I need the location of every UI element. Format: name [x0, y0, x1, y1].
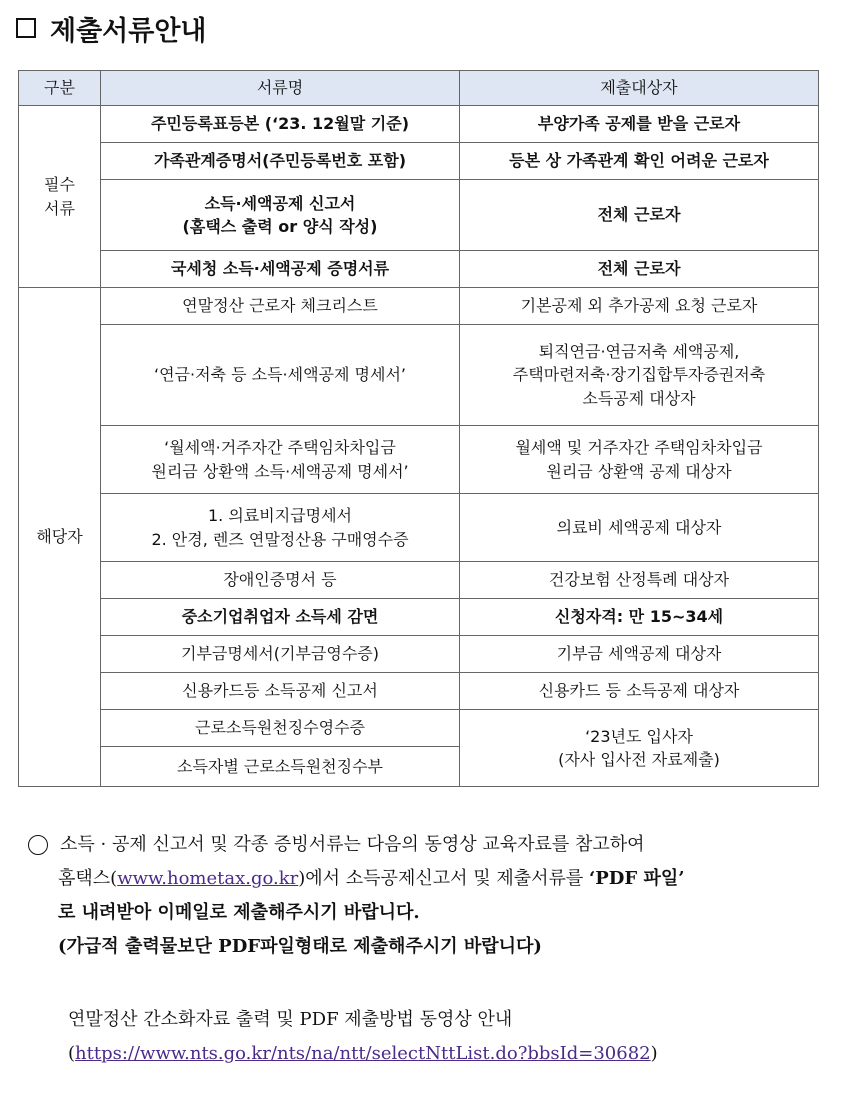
target-cell: 기본공제 외 추가공제 요청 근로자: [460, 288, 819, 325]
doc-cell: 신용카드등 소득공제 신고서: [101, 673, 460, 710]
notice-line-1: 소득 · 공제 신고서 및 각종 증빙서류는 다음의 동영상 교육자료를 참고하여: [60, 834, 645, 855]
doc-cell: 장애인증명서 등: [101, 562, 460, 599]
target-cell: 의료비 세액공제 대상자: [460, 494, 819, 562]
hometax-link[interactable]: www.hometax.go.kr: [117, 868, 299, 889]
table-row: [19, 673, 819, 710]
target-cell: 신용카드 등 소득공제 대상자: [460, 673, 819, 710]
table-row: [19, 636, 819, 673]
table-row: [19, 710, 819, 747]
table-row: [19, 288, 819, 325]
doc-cell: 소득자별 근로소득원천징수부: [101, 747, 460, 787]
table-row: [19, 426, 819, 494]
doc-cell: 기부금명세서(기부금영수증): [101, 636, 460, 673]
header-document: 서류명: [101, 71, 460, 106]
target-cell: 부양가족 공제를 받을 근로자: [460, 106, 819, 143]
notice-suffix: )에서 소득공제신고서 및 제출서류를: [298, 868, 589, 889]
table-row: [19, 562, 819, 599]
table-row: [19, 180, 819, 251]
target-cell: 전체 근로자: [460, 180, 819, 251]
header-category: 구분: [19, 71, 101, 106]
target-cell: 건강보험 산정특례 대상자: [460, 562, 819, 599]
notice-line-2: [28, 862, 818, 896]
table-row: [19, 106, 819, 143]
paren-open: (: [68, 1043, 76, 1064]
document-table: [18, 70, 819, 787]
doc-cell: 중소기업취업자 소득세 감면: [101, 599, 460, 636]
notice-line-3: 로 내려받아 이메일로 제출해주시기 바랍니다.: [58, 902, 420, 923]
target-cell: ‘23년도 입사자 (자사 입사전 자료제출): [460, 710, 819, 787]
page-title: [16, 8, 207, 48]
notice-line-4: (가급적 출력물보단 PDF파일형태로 제출해주시기 바랍니다): [58, 936, 542, 957]
notice-block: [28, 828, 818, 964]
notice-prefix: 홈택스(: [58, 868, 118, 889]
target-cell: 등본 상 가족관계 확인 어려운 근로자: [460, 143, 819, 180]
video-guide: [68, 1003, 658, 1071]
nts-video-link[interactable]: https://www.nts.go.kr/nts/na/ntt/selectNttList.do?bbsId=30682: [75, 1043, 651, 1064]
doc-cell: 근로소득원천징수영수증: [101, 710, 460, 747]
table-header-row: [19, 71, 819, 106]
paren-close: ): [650, 1043, 658, 1064]
page-title-text: 제출서류안내: [50, 15, 207, 47]
checkbox-square-icon: [16, 18, 36, 38]
video-guide-url-line: [68, 1037, 658, 1071]
doc-cell: ‘월세액·거주자간 주택임차차입금 원리금 상환액 소득·세액공제 명세서’: [101, 426, 460, 494]
doc-cell: 가족관계증명서(주민등록번호 포함): [101, 143, 460, 180]
table-row: [19, 251, 819, 288]
header-target: 제출대상자: [460, 71, 819, 106]
table-row: [19, 143, 819, 180]
doc-cell: 1. 의료비지급명세서 2. 안경, 렌즈 연말정산용 구매영수증: [101, 494, 460, 562]
group-required: 필수 서류: [19, 106, 101, 288]
target-cell: 월세액 및 거주자간 주택임차차입금 원리금 상환액 공제 대상자: [460, 426, 819, 494]
table-row: [19, 494, 819, 562]
group-applicable: 해당자: [19, 288, 101, 787]
target-cell: 신청자격: 만 15~34세: [460, 599, 819, 636]
doc-cell: 국세청 소득·세액공제 증명서류: [101, 251, 460, 288]
bullet-circle-icon: [28, 835, 48, 855]
doc-cell: 소득·세액공제 신고서 (홈택스 출력 or 양식 작성): [101, 180, 460, 251]
table-row: [19, 599, 819, 636]
doc-cell: ‘연금·저축 등 소득·세액공제 명세서’: [101, 325, 460, 426]
target-cell: 퇴직연금·연금저축 세액공제, 주택마련저축·장기집합투자증권저축 소득공제 대상자: [460, 325, 819, 426]
doc-cell: 주민등록표등본 (‘23. 12월말 기준): [101, 106, 460, 143]
target-cell: 전체 근로자: [460, 251, 819, 288]
target-cell: 기부금 세액공제 대상자: [460, 636, 819, 673]
video-guide-label: 연말정산 간소화자료 출력 및 PDF 제출방법 동영상 안내: [68, 1009, 513, 1030]
table-row: [19, 325, 819, 426]
doc-cell: 연말정산 근로자 체크리스트: [101, 288, 460, 325]
pdf-file-emphasis: ‘PDF 파일’: [589, 868, 685, 889]
